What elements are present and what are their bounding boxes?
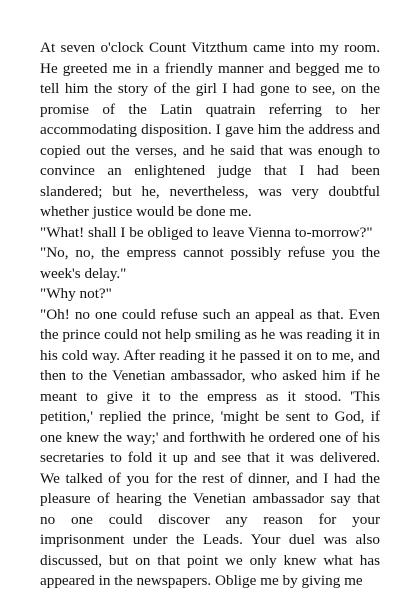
- paragraph-week-delay-answer: "No, no, the empress cannot possibly refuse you the week's delay.": [40, 244, 380, 282]
- book-page: [40, 38, 380, 592]
- paragraph-leave-vienna-question: "What! shall I be obliged to leave Vienna to-morrow?": [40, 223, 373, 241]
- paragraph-count-vitzthum-visit: At seven o'clock Count Vitzthum came into my room. He greeted me in a friendly manner and begged me to tell him the story of the girl I had gone to see, on the promise of the Latin quatrain referring to her accommodating disposition. I gave him the address and copied out the verses, and he said that was enough to convince an enlightened judge that I had been slandered; but he, nevertheless, was very doubtful whether justice would be done me.: [40, 39, 380, 220]
- paragraph-petition-account: "Oh! no one could refuse such an appeal as that. Even the prince could not help smiling as he was reading it in his cold way. After reading it he passed it on to me, and then to the Venetian ambassador, who asked him if he meant to give it to the empress as it stood. 'This petition,' replied the prince, 'might be sent to God, if one knew the way;' and forthwith he ordered one of his secretaries to fold it up and see that it was delivered. We talked of you for the rest of dinner, and I had the pleasure of hearing the Venetian ambassador say that no one could discover any reason for your imprisonment under the Leads. Your duel was also discussed, but on that point we only knew what has appeared in the newspapers. Oblige me by giving me: [40, 305, 380, 589]
- paragraph-why-not: "Why not?": [40, 285, 112, 302]
